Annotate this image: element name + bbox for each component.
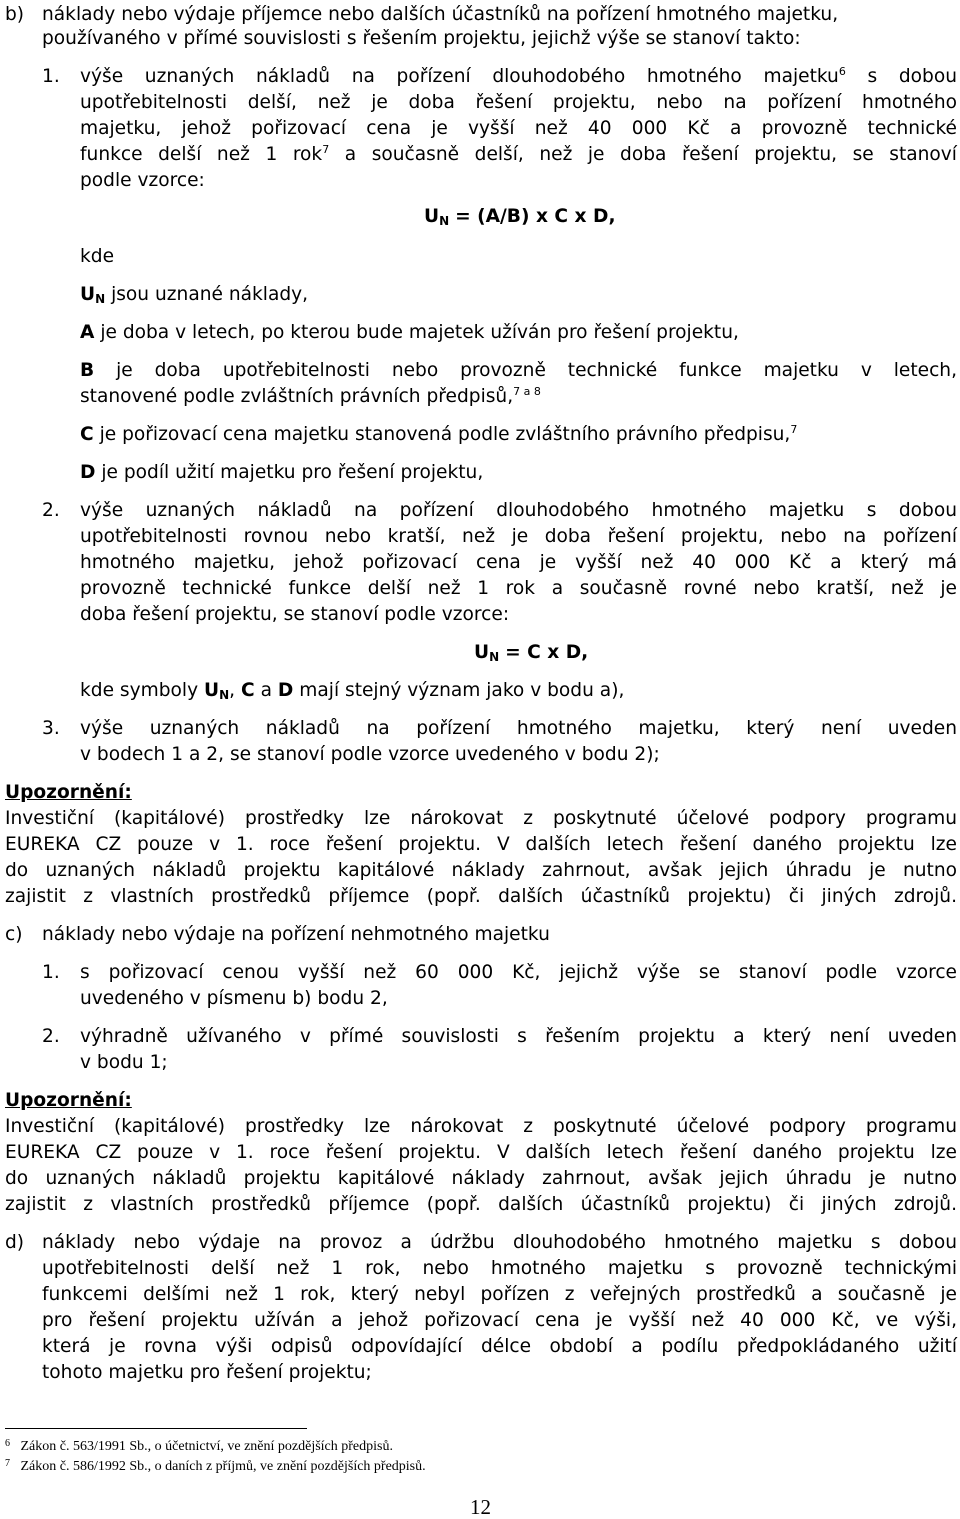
def-c: C je pořizovací cena majetku stanovená podle zvláštního právního předpisu,$^7$	[80, 423, 798, 445]
section-d-line-4: pro řešení projektu užíván a jehož pořizovací cena je vyšší než 40 000 Kč, ve výši,	[42, 1310, 957, 1331]
item-b2-line-4: provozně technické funkce delší než 1 rok a současně rovné nebo kratší, než je	[80, 578, 957, 599]
item-c1-line-1: s pořizovací cenou vyšší než 60 000 Kč, jejichž výše se stanoví podle vzorce	[80, 962, 957, 983]
item-b3-number: 3.	[42, 718, 60, 739]
section-c-marker: c)	[5, 924, 23, 945]
section-c-title: náklady nebo výdaje na pořízení nehmotného majetku	[42, 924, 550, 945]
kde-label: kde	[80, 246, 115, 267]
item-b2-line-3: hmotného majetku, jehož pořizovací cena je vyšší než 40 000 Kč a který má	[80, 552, 957, 573]
formula-2: $U_N = C$ x D,	[474, 642, 589, 664]
def-un: $U_N$ jsou uznané náklady,	[80, 284, 309, 306]
item-c1-number: 1.	[42, 962, 60, 983]
warning-2-line-1: Investiční (kapitálové) prostředky lze nárokovat z poskytnuté účelové podpory programu	[5, 1116, 957, 1137]
section-b-line-1: náklady nebo výdaje příjemce nebo dalších účastníků na pořízení hmotného majetku,	[42, 4, 839, 25]
item-b2-line-5: doba řešení projektu, se stanoví podle vzorce:	[80, 604, 510, 625]
item-b2-line-1: výše uznaných nákladů na pořízení dlouhodobého hmotného majetku s dobou	[80, 500, 957, 521]
section-d-line-2: upotřebitelnosti delší než 1 rok, nebo hmotného majetku s provozně technickými	[42, 1258, 957, 1279]
footnote-ref-7: 7	[790, 423, 798, 436]
warning-1-line-1: Investiční (kapitálové) prostředky lze nárokovat z poskytnuté účelové podpory programu	[5, 808, 957, 829]
footnote-ref-7: 7	[322, 143, 330, 156]
footnote-7: $^7$ Zákon č. 586/1992 Sb., o daních z příjmů, ve znění pozdějších předpisů.	[5, 1458, 426, 1474]
item-b2-line-2: upotřebitelnosti rovnou nebo kratší, než je doba řešení projektu, nebo na pořízení	[80, 526, 957, 547]
symbols-note: kde symboly $U_N$, C a D mají stejný význam jako v bodu a),	[80, 680, 625, 702]
footnote-6: $^6$ Zákon č. 563/1991 Sb., o účetnictví, ve znění pozdějších předpisů.	[5, 1438, 393, 1454]
item-c2-line-1: výhradně užívaného v přímé souvislosti s řešením projektu a který není uveden	[80, 1026, 957, 1047]
page-number: 12	[470, 1495, 491, 1519]
section-d-line-3: funkcemi delšími než 1 rok, který nebyl pořízen z veřejných prostředků a současně je	[42, 1284, 957, 1305]
def-b-line-2: stanovené podle zvláštních právních předpisů,$^{7 a 8}$	[80, 385, 541, 407]
warning-1-title: Upozornění:	[5, 782, 132, 803]
warning-1-line-2: EUREKA CZ pouze v 1. roce řešení projektu. V dalších letech řešení daného projektu lze	[5, 834, 957, 855]
item-b3-line-2: v bodech 1 a 2, se stanoví podle vzorce uvedeného v bodu 2);	[80, 744, 660, 765]
section-b-line-2: používaného v přímé souvislosti s řešením projektu, jejichž výše se stanoví takto:	[42, 28, 801, 49]
warning-1-line-4: zajistit z vlastních prostředků příjemce (popř. dalších účastníků projektu) či jiných zdrojů.	[5, 886, 957, 907]
warning-2-title: Upozornění:	[5, 1090, 132, 1111]
section-d-marker: d)	[5, 1232, 25, 1253]
section-b-marker: b)	[5, 4, 25, 25]
def-b-line-1: B je doba upotřebitelnosti nebo provozně technické funkce majetku v letech,	[80, 360, 957, 381]
item-c1-line-2: uvedeného v písmenu b) bodu 2,	[80, 988, 388, 1009]
item-b1-line-1: výše uznaných nákladů na pořízení dlouhodobého hmotného majetku$^6$ s dobou	[80, 65, 957, 87]
item-b2-number: 2.	[42, 500, 60, 521]
item-b1-line-2: upotřebitelnosti delší, než je doba řešení projektu, nebo na pořízení hmotného	[80, 92, 957, 113]
item-b1-number: 1.	[42, 66, 60, 87]
item-b1-line-5: podle vzorce:	[80, 170, 205, 191]
item-c2-number: 2.	[42, 1026, 60, 1047]
warning-2-line-3: do uznaných nákladů projektu kapitálové náklady zahrnout, avšak jejich úhradu je nutno	[5, 1168, 957, 1189]
footnote-ref-6: 6	[838, 65, 846, 78]
warning-2-line-2: EUREKA CZ pouze v 1. roce řešení projektu. V dalších letech řešení daného projektu lze	[5, 1142, 957, 1163]
item-b3-line-1: výše uznaných nákladů na pořízení hmotného majetku, který není uveden	[80, 718, 957, 739]
formula-1: $U_N = (A/B)$ x C x D,	[424, 206, 616, 228]
item-b1-line-3: majetku, jehož pořizovací cena je vyšší než 40 000 Kč a provozně technické	[80, 118, 957, 139]
warning-2-line-4: zajistit z vlastních prostředků příjemce (popř. dalších účastníků projektu) či jiných zdrojů.	[5, 1194, 957, 1215]
def-d: D je podíl užití majetku pro řešení projektu,	[80, 462, 484, 483]
item-b1-line-4: funkce delší než 1 rok$^7$ a současně delší, než je doba řešení projektu, se stanoví	[80, 143, 957, 165]
footnote-ref-7-8: 7 a 8	[513, 385, 541, 398]
warning-1-line-3: do uznaných nákladů projektu kapitálové náklady zahrnout, avšak jejich úhradu je nutno	[5, 860, 957, 881]
section-d-line-6: tohoto majetku pro řešení projektu;	[42, 1362, 372, 1383]
section-d-line-1: náklady nebo výdaje na provoz a údržbu dlouhodobého hmotného majetku s dobou	[42, 1232, 957, 1253]
footnote-separator	[5, 1428, 307, 1429]
section-d-line-5: která je rovna výši odpisů odpovídající délce období a podílu předpokládaného užití	[42, 1336, 957, 1357]
item-c2-line-2: v bodu 1;	[80, 1052, 168, 1073]
def-a: A je doba v letech, po kterou bude majetek užíván pro řešení projektu,	[80, 322, 739, 343]
